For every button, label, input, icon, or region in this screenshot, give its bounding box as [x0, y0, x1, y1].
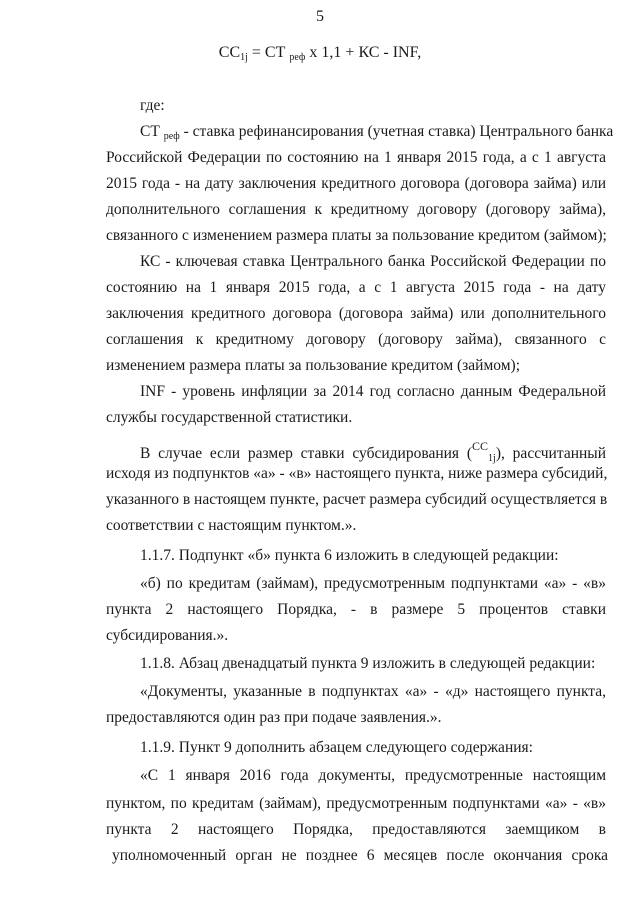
page-number: 5	[316, 8, 324, 25]
text-line: где:	[140, 97, 165, 114]
subscript-text: 1j	[488, 453, 496, 464]
text-line: исходя из подпунктов «а» - «в» настоящего пункта, ниже размера субсидий,	[106, 465, 608, 482]
formula-st-subscript: реф	[289, 52, 306, 63]
text-line: «Документы, указанные в подпунктах «а» - «д» настоящего пункта,	[140, 683, 606, 700]
formula-eq: = СТ	[247, 44, 290, 61]
formula-cc: СС	[218, 44, 241, 61]
text-segment: ), рассчитанный	[495, 445, 606, 462]
text-line: предоставляются один раз при подаче заявления.».	[106, 709, 442, 726]
text-line: службы государственной статистики.	[106, 409, 353, 426]
formula-rest: х 1,1 + КС - INF,	[305, 44, 422, 61]
text-line: связанного с изменением размера платы за пользование кредитом (займом);	[106, 227, 607, 244]
text-line: соответствии с настоящим пунктом.».	[106, 517, 357, 534]
text-line: Российской Федерации по состоянию на 1 января 2015 года, а с 1 августа	[106, 149, 606, 166]
text-line: INF - уровень инфляции за 2014 год согласно данным Федеральной	[140, 383, 606, 400]
text-line: дополнительного соглашения к кредитному договору (договору займа),	[106, 201, 606, 218]
text-segment: В случае если размер ставки субсидирования (	[140, 445, 473, 462]
text-line: 2015 года - на дату заключения кредитного договора (договора займа) или	[106, 175, 606, 192]
text-line: пункта 2 настоящего Порядка, - в размере 5 процентов ставки	[106, 601, 606, 618]
text-line: соглашения к кредитному договору (договору займа), связанного с	[106, 331, 606, 348]
text-line	[140, 436, 606, 464]
text-line: изменением размера платы за пользование кредитом (займом);	[106, 357, 520, 374]
text-line: состоянию на 1 января 2015 года, а с 1 августа 2015 года - на дату	[106, 279, 606, 296]
text-segment: СТ	[140, 123, 164, 140]
text-line: КС - ключевая ставка Центрального банка Российской Федерации по	[140, 253, 606, 270]
text-line	[140, 122, 614, 142]
superscript-text: СС	[472, 439, 489, 453]
text-line: «б) по кредитам (займам), предусмотренным подпунктами «а» - «в»	[140, 575, 606, 592]
text-line: уполномоченный орган не позднее 6 месяцев после окончания срока	[112, 847, 608, 864]
text-line: пунктом, по кредитам (займам), предусмотренным подпунктами «а» - «в»	[106, 795, 606, 812]
text-line: 1.1.7. Подпункт «б» пункта 6 изложить в следующей редакции:	[140, 547, 559, 564]
formula	[0, 44, 640, 63]
subscript-text: реф	[163, 131, 180, 142]
text-line: пункта 2 настоящего Порядка, предоставляются заемщиком в	[106, 821, 606, 838]
text-segment: - ставка рефинансирования (учетная ставка) Центрального банка	[179, 123, 614, 140]
text-line: 1.1.9. Пункт 9 дополнить абзацем следующего содержания:	[140, 739, 533, 756]
text-line: 1.1.8. Абзац двенадцатый пункта 9 изложить в следующей редакции:	[140, 655, 596, 672]
text-line: «С 1 января 2016 года документы, предусмотренные настоящим	[140, 767, 606, 784]
formula-cc-subscript: 1j	[240, 52, 248, 63]
text-line: субсидирования.».	[106, 627, 229, 644]
text-line: заключения кредитного договора (договора займа) или дополнительного	[106, 305, 606, 322]
text-line: указанного в настоящем пункте, расчет размера субсидий осуществляется в	[106, 491, 608, 508]
